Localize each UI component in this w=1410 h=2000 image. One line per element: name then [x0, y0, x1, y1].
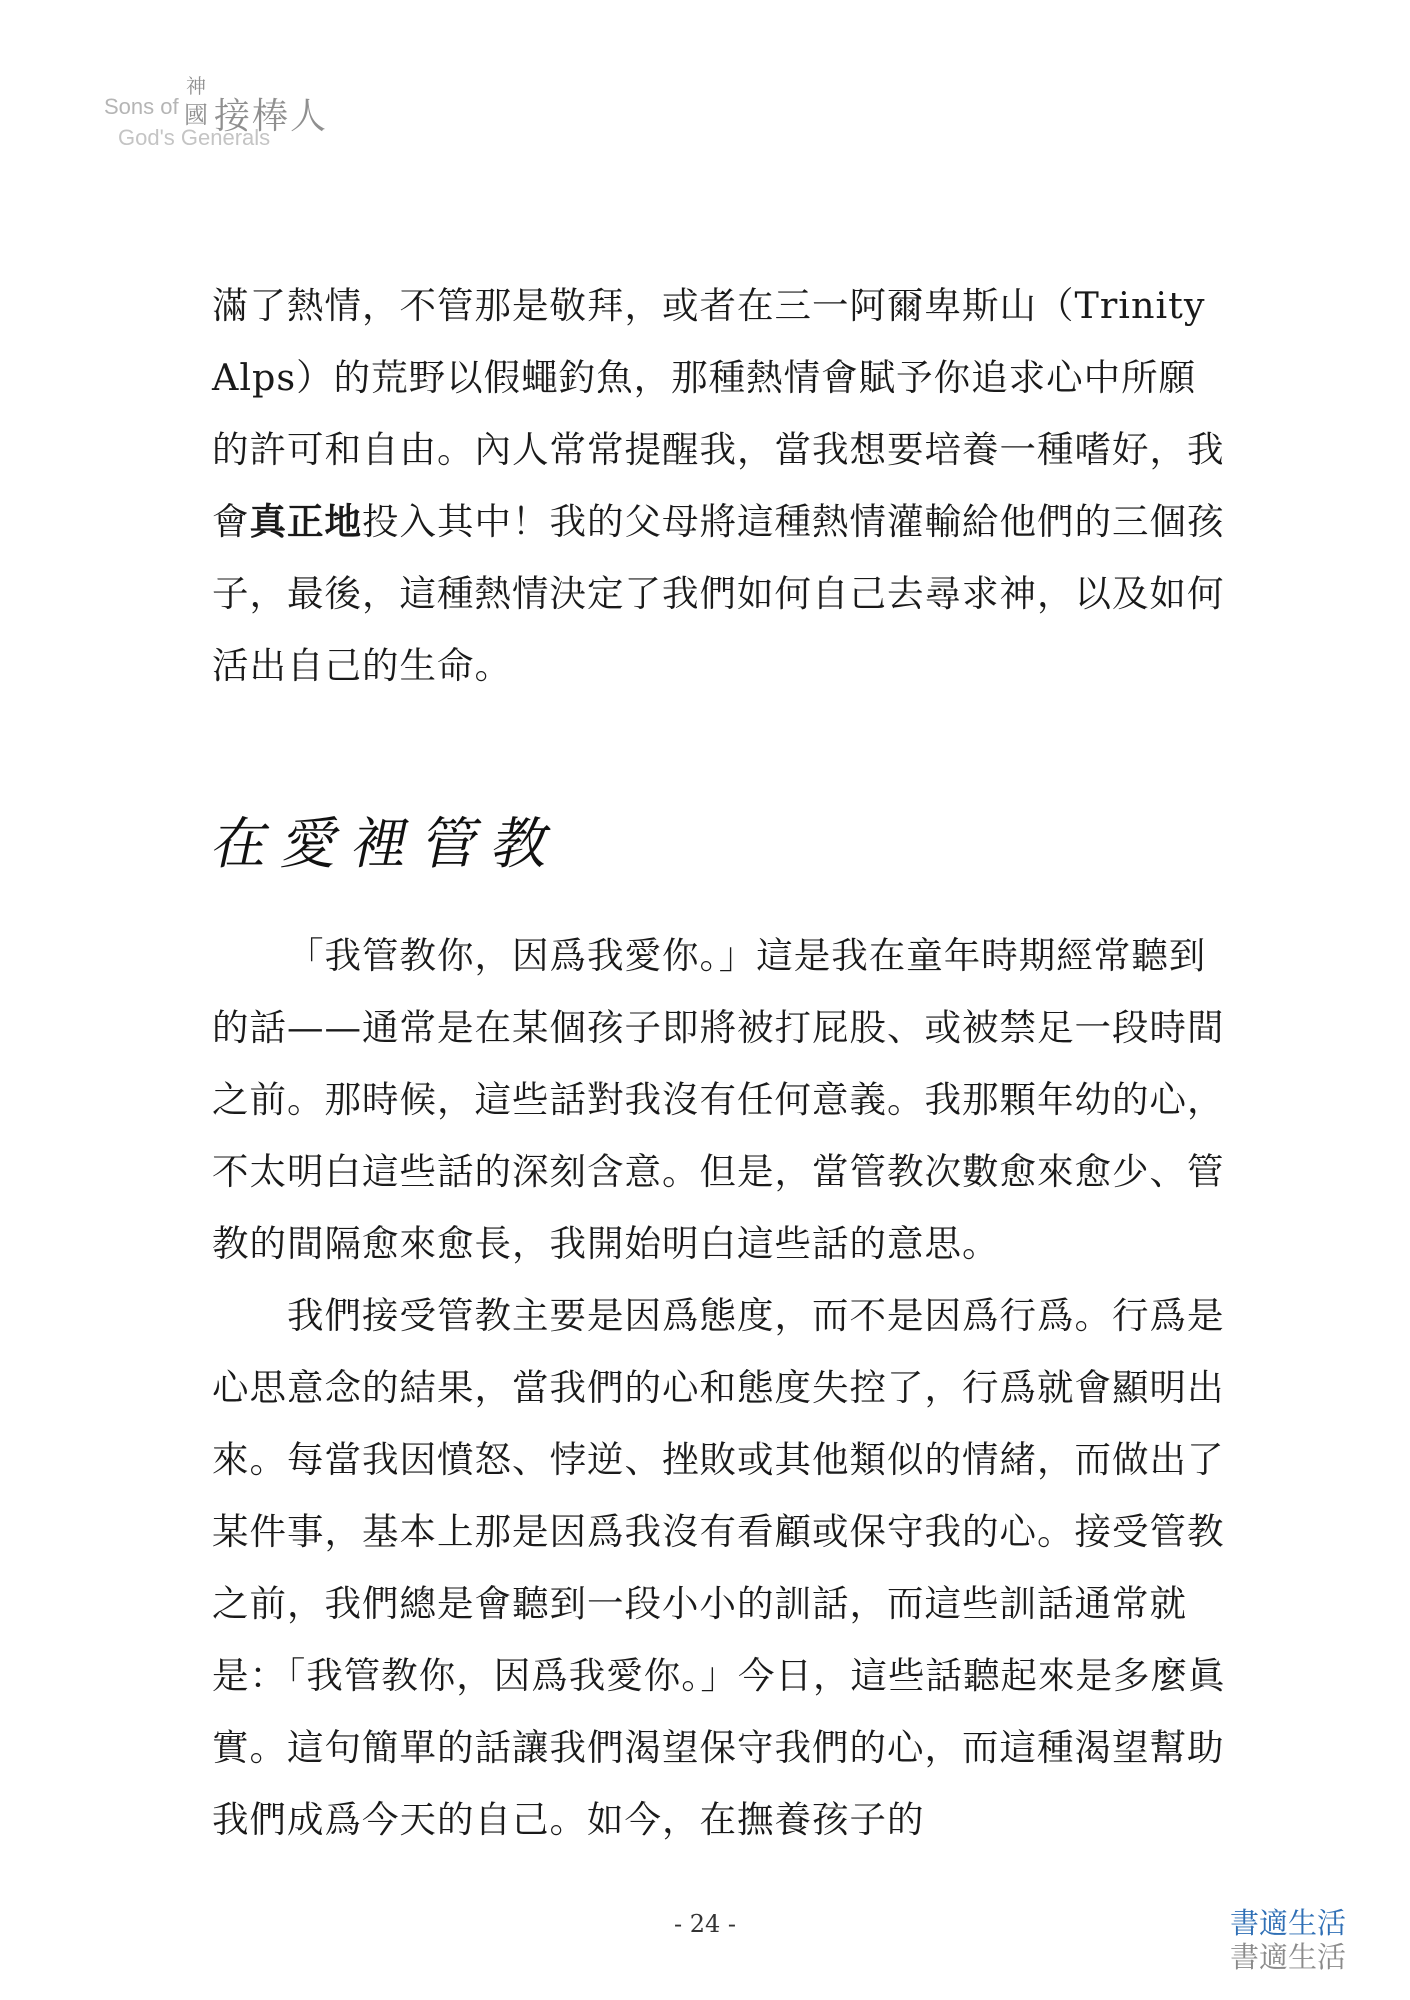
logo-gods-generals: God's Generals [118, 125, 271, 150]
logo-sons-of: Sons of [104, 94, 179, 119]
paragraph-passion [212, 270, 1232, 702]
logo-jiebangren: 接棒人 [214, 96, 329, 137]
section-heading: 在愛裡管教 [206, 812, 570, 877]
emphasis-text: 真正地 [249, 500, 362, 543]
paragraph-1-part-a: 滿了熱情，不管那是敬拜，或者在三一阿爾卑斯山（Trinity Alps）的荒野以假蠅釣魚，那種熱情會賦予你追求心中所願的許可和自由。內人常常提醒我，當我想要培養一種嗜好，我會 [212, 284, 1225, 543]
paragraph-1-part-b: 投入其中！我的父母將這種熱情灌輸給他們的三個孩子，最後，這種熱情決定了我們如何自己去尋求神，以及如何活出自己的生命。 [212, 500, 1225, 687]
publisher-watermark [1230, 1906, 1346, 1974]
book-series-logo [100, 62, 360, 162]
logo-guo: 國 [184, 101, 208, 129]
paragraph-1 [212, 270, 1232, 702]
watermark-line-2: 書適生活 [1230, 1940, 1347, 1974]
page-number: - 24 - [673, 1910, 736, 1938]
section-body [212, 920, 1232, 1856]
paragraph-3: 我們接受管教主要是因爲態度，而不是因爲行爲。行爲是心思意念的結果，當我們的心和態度失控了，行爲就會顯明出來。每當我因憤怒、悖逆、挫敗或其他類似的情緒，而做出了某件事，基本上那是因爲我沒有看顧或保守我的心。接受管教之前，我們總是會聽到一段小小的訓話，而這些訓話通常就是：「我管教你，因爲我愛你。」今日，這些話聽起來是多麼眞實。這句簡單的話讓我們渴望保守我們的心，而這種渴望幫助我們成爲今天的自己。如今，在撫養孩子的 [212, 1294, 1226, 1841]
watermark-line-1: 書適生活 [1230, 1906, 1347, 1940]
paragraph-2: 「我管教你，因爲我愛你。」這是我在童年時期經常聽到的話——通常是在某個孩子即將被打屁股、或被禁足一段時間之前。那時候，這些話對我沒有任何意義。我那顆年幼的心，不太明白這些話的深刻含意。但是，當管教次數愈來愈少、管教的間隔愈來愈長，我開始明白這些話的意思。 [212, 934, 1225, 1265]
logo-shen: 神 [186, 74, 206, 98]
